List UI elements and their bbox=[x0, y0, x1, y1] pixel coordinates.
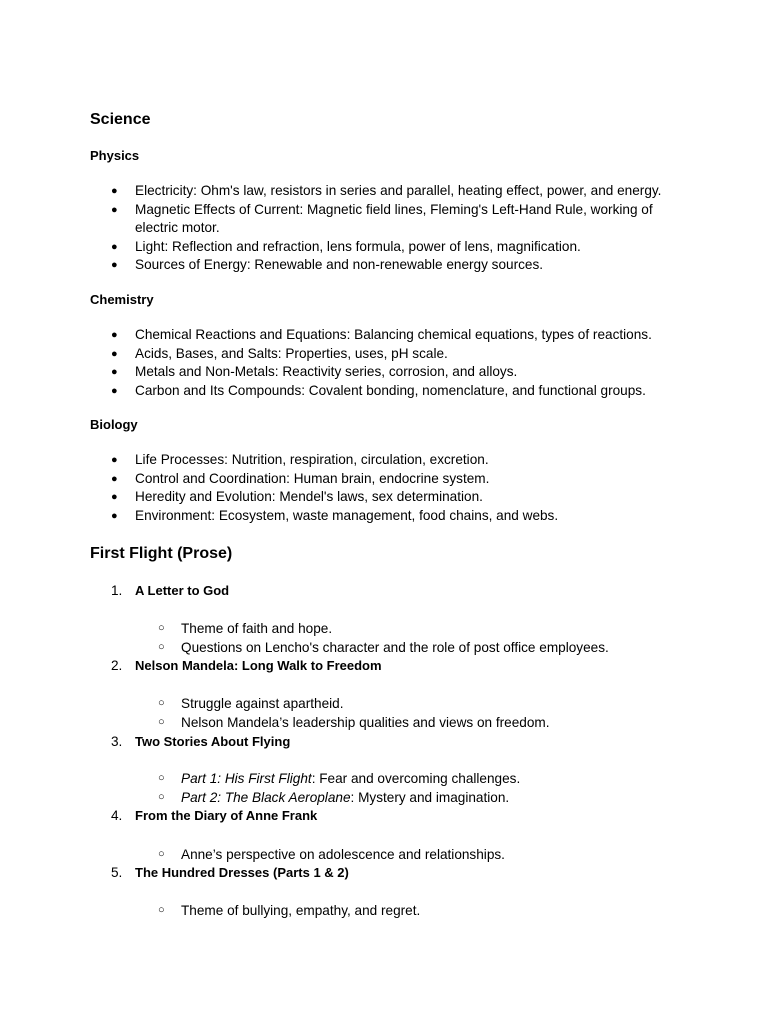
list-item: ● Environment: Ecosystem, waste management, food chains, and webs. bbox=[90, 507, 690, 526]
chapter-number: 3. bbox=[111, 734, 123, 749]
list-item: ● Control and Coordination: Human brain, endocrine system. bbox=[90, 470, 690, 489]
list-item: ○ Theme of faith and hope. bbox=[158, 621, 333, 636]
circle-bullet-icon: ○ bbox=[158, 641, 165, 653]
chapter-number: 2. bbox=[111, 658, 123, 673]
chapter-title: A Letter to God bbox=[135, 583, 230, 598]
chapter-points bbox=[90, 694, 690, 732]
list-item: ○ Nelson Mandela’s leadership qualities and views on freedom. bbox=[158, 715, 550, 730]
list-item: ○ Struggle against apartheid. bbox=[158, 696, 344, 711]
circle-bullet-icon: ○ bbox=[158, 697, 165, 709]
bullet-icon: ● bbox=[111, 454, 118, 466]
chemistry-list bbox=[90, 326, 690, 400]
circle-bullet-icon: ○ bbox=[158, 791, 165, 803]
list-item: ○ Part 2: The Black Aeroplane: Mystery and imagination. bbox=[158, 790, 510, 805]
list-item: ○ Part 1: His First Flight: Fear and overcoming challenges. bbox=[158, 771, 521, 786]
list-item: ● Light: Reflection and refraction, lens formula, power of lens, magnification. bbox=[90, 238, 690, 257]
bullet-icon: ● bbox=[111, 203, 118, 216]
bullet-icon: ● bbox=[111, 347, 118, 360]
chapter-number: 4. bbox=[111, 808, 123, 823]
chapter-number: 5. bbox=[111, 865, 123, 880]
list-item: ● Carbon and Its Compounds: Covalent bonding, nomenclature, and functional groups. bbox=[90, 382, 690, 401]
chapter-points bbox=[90, 619, 690, 657]
circle-bullet-icon: ○ bbox=[158, 848, 165, 860]
circle-bullet-icon: ○ bbox=[158, 904, 165, 916]
list-item: ○ Anne’s perspective on adolescence and relationships. bbox=[158, 847, 505, 862]
list-item: ● Metals and Non-Metals: Reactivity series, corrosion, and alloys. bbox=[90, 363, 690, 382]
chapter-title: The Hundred Dresses (Parts 1 & 2) bbox=[135, 865, 349, 880]
bullet-icon: ● bbox=[111, 384, 118, 397]
chapter-points bbox=[90, 901, 690, 920]
bullet-icon: ● bbox=[111, 509, 118, 522]
biology-heading: Biology bbox=[90, 417, 138, 432]
circle-bullet-icon: ○ bbox=[158, 772, 165, 784]
list-item: ○ Theme of bullying, empathy, and regret. bbox=[158, 903, 421, 918]
bullet-icon: ● bbox=[111, 259, 118, 272]
bullet-icon: ● bbox=[111, 366, 118, 379]
bullet-icon: ● bbox=[111, 240, 118, 253]
list-item: ● Acids, Bases, and Salts: Properties, uses, pH scale. bbox=[90, 345, 690, 364]
chapter-title: Two Stories About Flying bbox=[135, 734, 291, 749]
list-item: ● Life Processes: Nutrition, respiration, circulation, excretion. bbox=[90, 451, 690, 470]
biology-list bbox=[90, 451, 690, 525]
bullet-icon: ● bbox=[111, 472, 118, 485]
chapter-title: From the Diary of Anne Frank bbox=[135, 808, 318, 823]
science-heading: Science bbox=[90, 111, 151, 128]
chapter-number: 1. bbox=[111, 583, 123, 598]
list-item: ● Chemical Reactions and Equations: Balancing chemical equations, types of reactions. bbox=[90, 326, 690, 345]
list-item: ● Electricity: Ohm's law, resistors in series and parallel, heating effect, power, and energy. bbox=[90, 182, 690, 201]
list-item: ○ Questions on Lencho's character and the role of post office employees. bbox=[158, 640, 609, 655]
circle-bullet-icon: ○ bbox=[158, 716, 165, 728]
first-flight-heading: First Flight (Prose) bbox=[90, 545, 233, 562]
chemistry-heading: Chemistry bbox=[90, 292, 154, 307]
bullet-icon: ● bbox=[111, 329, 118, 341]
list-item: ● Heredity and Evolution: Mendel's laws, sex determination. bbox=[90, 488, 690, 507]
physics-heading: Physics bbox=[90, 148, 140, 163]
list-item: ● Magnetic Effects of Current: Magnetic field lines, Fleming's Left-Hand Rule, working of electric motor. bbox=[111, 201, 653, 236]
list-item: ● Sources of Energy: Renewable and non-renewable energy sources. bbox=[90, 256, 690, 275]
chapter-points bbox=[90, 845, 690, 864]
circle-bullet-icon: ○ bbox=[158, 622, 165, 634]
chapter-points bbox=[90, 769, 690, 807]
bullet-icon: ● bbox=[111, 185, 118, 197]
bullet-icon: ● bbox=[111, 491, 118, 504]
physics-list bbox=[90, 182, 690, 275]
chapter-title: Nelson Mandela: Long Walk to Freedom bbox=[135, 658, 382, 673]
